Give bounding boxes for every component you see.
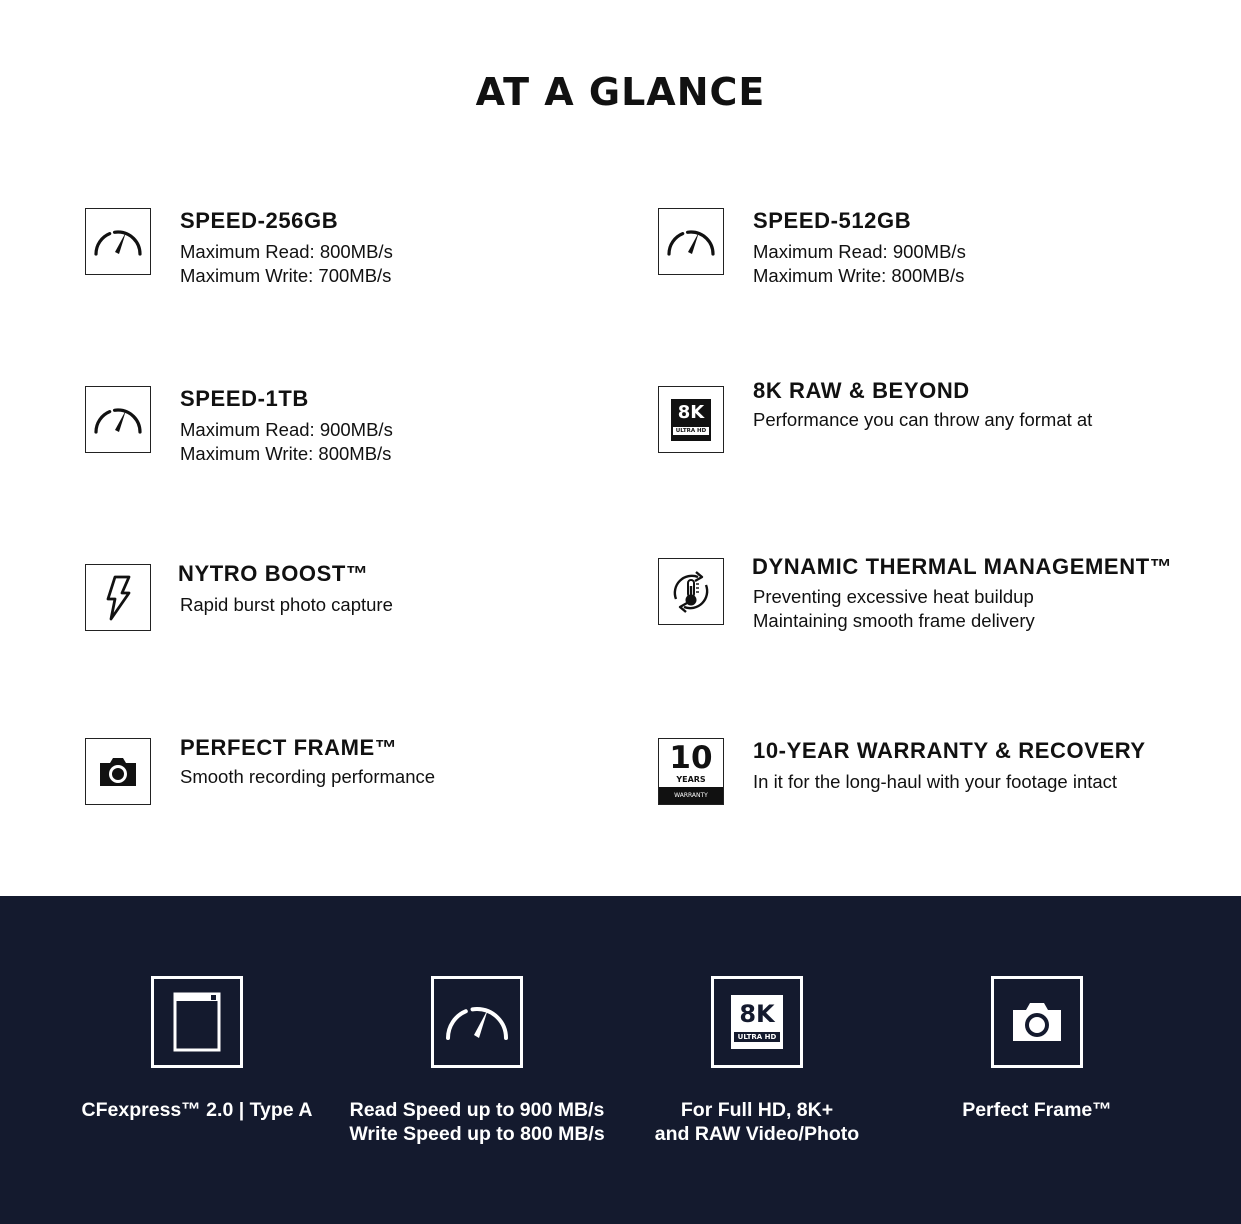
8k-ultra-hd-icon [711, 976, 803, 1068]
band-item-speed [337, 976, 617, 1146]
highlights-band [0, 896, 1241, 1224]
feature-line: Maximum Write: 700MB/s [180, 265, 392, 286]
feature-line: Rapid burst photo capture [180, 594, 393, 615]
badge-8k-text: 8K [739, 1000, 775, 1028]
feature-heading: SPEED-1TB [180, 386, 309, 411]
band-item-8k [617, 976, 897, 1146]
band-caption-line: Read Speed up to 900 MB/s [349, 1099, 605, 1121]
badge-ultrahd-text: ULTRA HD [673, 427, 709, 435]
band-caption [897, 1098, 1177, 1122]
band-caption [57, 1098, 337, 1122]
band-caption-line: CFexpress™ 2.0 | Type A [81, 1099, 313, 1121]
feature-line: Maximum Read: 900MB/s [753, 241, 966, 262]
feature-line: Maximum Write: 800MB/s [753, 265, 965, 286]
camera-icon [85, 738, 151, 805]
feature-line: Maximum Read: 900MB/s [180, 419, 393, 440]
feature-line: Maximum Read: 800MB/s [180, 241, 393, 262]
badge-8k-text: 8K [677, 401, 705, 423]
feature-heading: 8K RAW & BEYOND [753, 378, 970, 403]
band-item-cfexpress [57, 976, 337, 1122]
band-caption-line: Perfect Frame™ [962, 1099, 1112, 1121]
feature-line: Performance you can throw any format at [753, 409, 1093, 430]
band-caption-line: and RAW Video/Photo [654, 1123, 860, 1145]
lightning-icon [85, 564, 151, 631]
badge-warranty-text: WARRANTY [659, 787, 723, 804]
feature-heading: 10-YEAR WARRANTY & RECOVERY [753, 738, 1146, 763]
8k-ultra-hd-icon [658, 386, 724, 453]
speedometer-icon [85, 386, 151, 453]
badge-ten-text: 10 [669, 740, 713, 776]
feature-heading: SPEED-256GB [180, 208, 339, 233]
feature-line: Smooth recording performance [180, 766, 436, 787]
thermometer-icon [658, 558, 724, 625]
band-caption-line: For Full HD, 8K+ [680, 1099, 834, 1121]
feature-line: Maintaining smooth frame delivery [753, 610, 1035, 631]
feature-heading: NYTRO BOOST™ [178, 561, 369, 586]
band-item-perfect-frame [897, 976, 1177, 1122]
band-caption [337, 1098, 617, 1146]
badge-years-text: YEARS [676, 775, 706, 784]
feature-line: Maximum Write: 800MB/s [180, 443, 392, 464]
feature-heading: PERFECT FRAME™ [180, 735, 398, 760]
camera-icon [991, 976, 1083, 1068]
speedometer-icon [431, 976, 523, 1068]
memory-card-icon [151, 976, 243, 1068]
band-caption-line: Write Speed up to 800 MB/s [349, 1123, 605, 1145]
warranty-badge-icon [658, 738, 724, 805]
speedometer-icon [658, 208, 724, 275]
feature-heading: DYNAMIC THERMAL MANAGEMENT™ [752, 554, 1173, 579]
page-title: AT A GLANCE [475, 70, 766, 114]
feature-line: In it for the long-haul with your footage intact [753, 771, 1118, 792]
badge-ultrahd-text: ULTRA HD [734, 1032, 781, 1042]
feature-line: Preventing excessive heat buildup [753, 586, 1034, 607]
speedometer-icon [85, 208, 151, 275]
band-caption [617, 1098, 897, 1146]
feature-heading: SPEED-512GB [753, 208, 912, 233]
